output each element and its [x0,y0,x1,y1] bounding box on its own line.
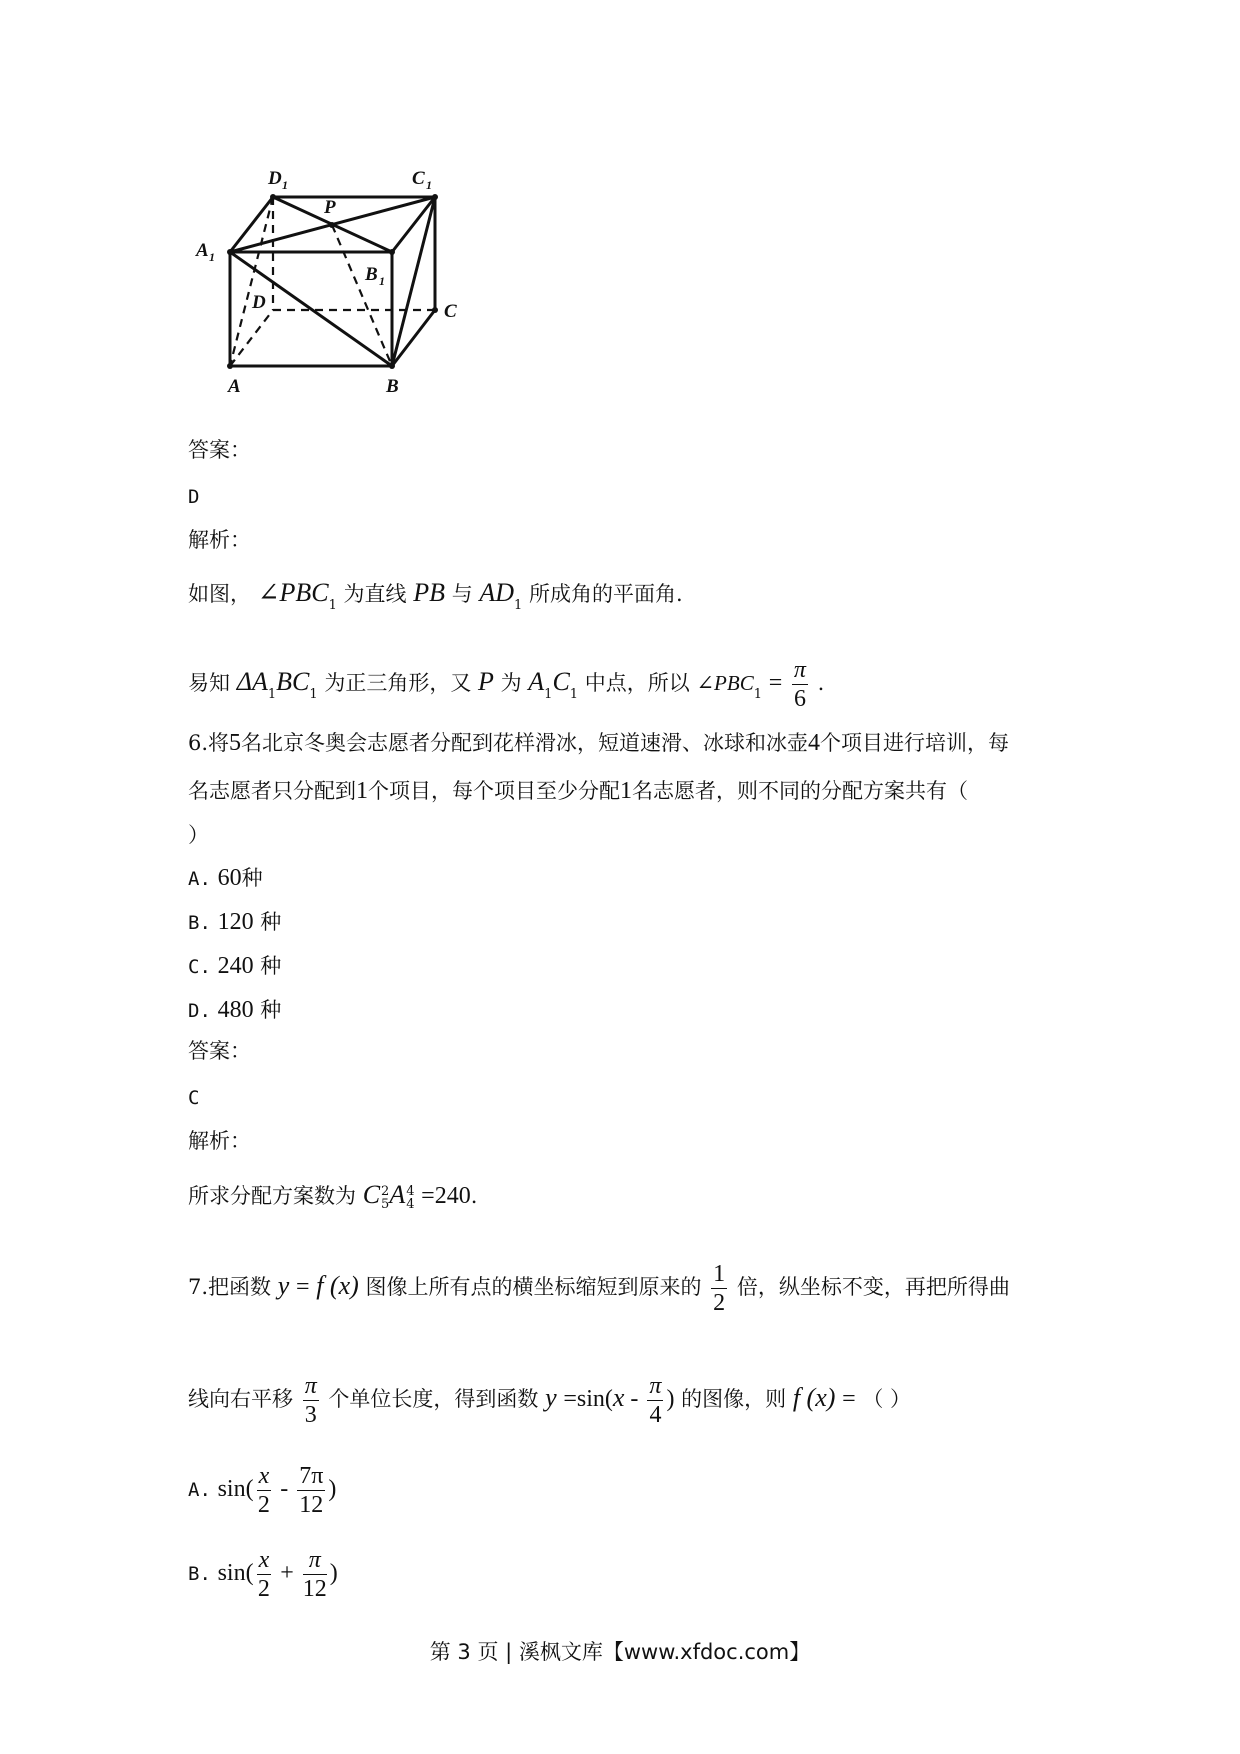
equals: = [295,1274,310,1300]
option-label: B. [188,1563,211,1585]
equals: = [768,670,783,696]
q6-stem-line2 [188,776,968,806]
numerator: π [649,1373,662,1399]
q6-answer-label: 答案： [188,1039,251,1063]
text: 为直线 [343,582,407,606]
label-a1-sub: 1 [209,250,215,264]
subscript: 1 [267,687,277,702]
minus: - [624,1386,645,1412]
text: . [470,1184,478,1208]
option-unit: 种 [260,910,282,934]
math-arrangement: A [389,1180,406,1209]
number: 5 [229,730,242,756]
cube-figure [190,160,480,400]
paren: ) [328,1476,337,1502]
q6-stem-line1 [188,728,1009,758]
superscript: 2 [381,1183,390,1199]
option-value: 120 [217,909,254,935]
number: 1 [620,778,632,804]
option-label: D. [188,1000,211,1022]
denominator: 2 [713,1290,726,1316]
text: 个项目，每个项目至少分配 [368,779,620,803]
label-p: P [324,197,336,218]
math-result: =240 [421,1183,471,1209]
q5-answer: D [188,486,200,508]
math-bc: BC [276,667,310,696]
fraction-7pi-12 [297,1462,325,1519]
q6-answer: C [188,1087,200,1109]
math-sin: sin( [217,1476,254,1502]
label-b: B [386,376,399,397]
math-c1: C [552,667,570,696]
text: 为正三角形，又 [324,671,472,695]
numerator: x [258,1547,270,1573]
math-fx: f (x) [316,1271,359,1300]
math-sin: =sin( [563,1386,613,1412]
label-c1: C [412,168,425,189]
q6-option-d [188,995,281,1026]
denominator: 12 [299,1492,324,1518]
option-value: 240 [217,953,254,979]
fraction-x-2 [257,1546,272,1603]
fraction-1-2 [711,1260,727,1317]
math-ad1: AD [479,578,515,607]
numerator: π [303,1546,327,1575]
q7-option-b [188,1546,338,1603]
option-unit: 种 [260,998,282,1022]
label-b1: B [365,264,378,285]
fraction-x-2 [257,1462,272,1519]
q5-answer-label: 答案： [188,438,251,462]
text: 6.将 [188,731,230,755]
option-value: 480 [217,997,254,1023]
math-triangle: ΔA [236,667,268,696]
q7-option-a [188,1462,336,1519]
text: 如图， [188,582,251,606]
label-b1-sub: 1 [379,274,385,288]
q6-option-c [188,951,281,982]
denominator: 4 [649,1402,662,1428]
subscript: 1 [753,687,762,702]
math-y: y [545,1383,557,1412]
label-d1-sub: 1 [282,178,288,192]
label-a1: A [196,240,209,261]
option-value: 60 [217,865,242,891]
math-angle-pbc1: ∠PBC [696,671,754,695]
subscript: 1 [544,687,553,702]
numerator: x [258,1463,270,1489]
denominator: 12 [302,1576,327,1602]
option-unit: 种 [241,866,263,890]
math-combination: C [362,1180,381,1209]
numerator: π [304,1373,317,1399]
fraction-pi-6 [792,656,808,713]
text: 的图像，则 [681,1387,787,1411]
superscript: 4 [406,1183,415,1199]
math-scripts [406,1185,414,1211]
text: 与 [451,582,473,606]
option-unit: 种 [260,954,282,978]
number: 1 [356,778,368,804]
paren: ) [666,1386,675,1412]
subscript: 1 [309,687,318,702]
text: 名志愿者只分配到 [188,779,356,803]
q5-analysis-line2 [188,656,824,713]
number: 4 [808,730,821,756]
denominator: 3 [304,1402,317,1428]
fraction-pi-12 [303,1546,327,1603]
plus: + [274,1560,300,1586]
paren: ) [329,1560,338,1586]
math-pb: PB [413,578,445,607]
denominator: 2 [257,1492,270,1518]
text: 易知 [188,671,230,695]
fraction-pi-4 [647,1372,663,1429]
text: 7.把函数 [188,1275,272,1299]
minus: - [274,1476,295,1502]
text: 线向右平移 [188,1387,293,1411]
q7-stem-line2 [188,1372,911,1429]
math-fx: f (x) [792,1383,836,1412]
subscript: 1 [569,687,579,702]
q7-stem-line1 [188,1260,1010,1317]
option-label: A. [188,1479,211,1501]
math-angle-pbc1: ∠PBC [257,578,329,607]
math-p: P [478,667,494,696]
q6-option-b [188,907,281,938]
q6-analysis-label: 解析： [188,1129,251,1153]
q6-stem-line3: ） [188,823,209,847]
text: 所成角的平面角. [529,582,683,606]
subscript: 4 [406,1196,415,1212]
label-d1: D [268,168,282,189]
option-label: B. [188,912,211,934]
page-footer: 第 3 页 | 溪枫文库【www.xfdoc.com】 [429,1640,811,1664]
label-a: A [228,376,241,397]
denominator: 2 [257,1576,270,1602]
text: . [817,671,825,695]
text: 所求分配方案数为 [188,1184,356,1208]
math-a1: A [528,667,545,696]
equals: = [842,1386,856,1412]
subscript: 5 [381,1196,390,1212]
denominator: 6 [793,686,806,712]
numerator: 7π [299,1463,324,1489]
text: 个单位长度，得到函数 [328,1387,539,1411]
answer-blank: （ ） [862,1387,912,1411]
text: 个项目进行培训，每 [820,731,1010,755]
numerator: 1 [713,1261,726,1287]
subscript: 1 [328,598,337,613]
text: 名志愿者，则不同的分配方案共有（ [632,779,968,803]
text: 名北京冬奥会志愿者分配到花样滑冰，短道速滑、冰球和冰壶 [241,731,809,755]
text: 为 [500,671,522,695]
math-sin: sin( [217,1560,254,1586]
text: 中点，所以 [584,671,690,695]
q5-analysis-label: 解析： [188,528,251,552]
q6-solution [188,1180,477,1211]
math-y: y [277,1271,290,1300]
numerator: π [793,657,806,683]
q5-analysis-line1 [188,578,683,613]
math-x: x [612,1383,625,1412]
option-label: C. [188,956,211,978]
option-label: A. [188,868,211,890]
subscript: 1 [514,598,523,613]
fraction-pi-3 [303,1372,319,1429]
label-c: C [444,301,457,322]
q6-option-a [188,863,263,894]
label-c1-sub: 1 [426,178,432,192]
text: 倍，纵坐标不变，再把所得曲 [736,1275,1010,1299]
label-d: D [252,292,266,313]
text: 图像上所有点的横坐标缩短到原来的 [365,1275,702,1299]
